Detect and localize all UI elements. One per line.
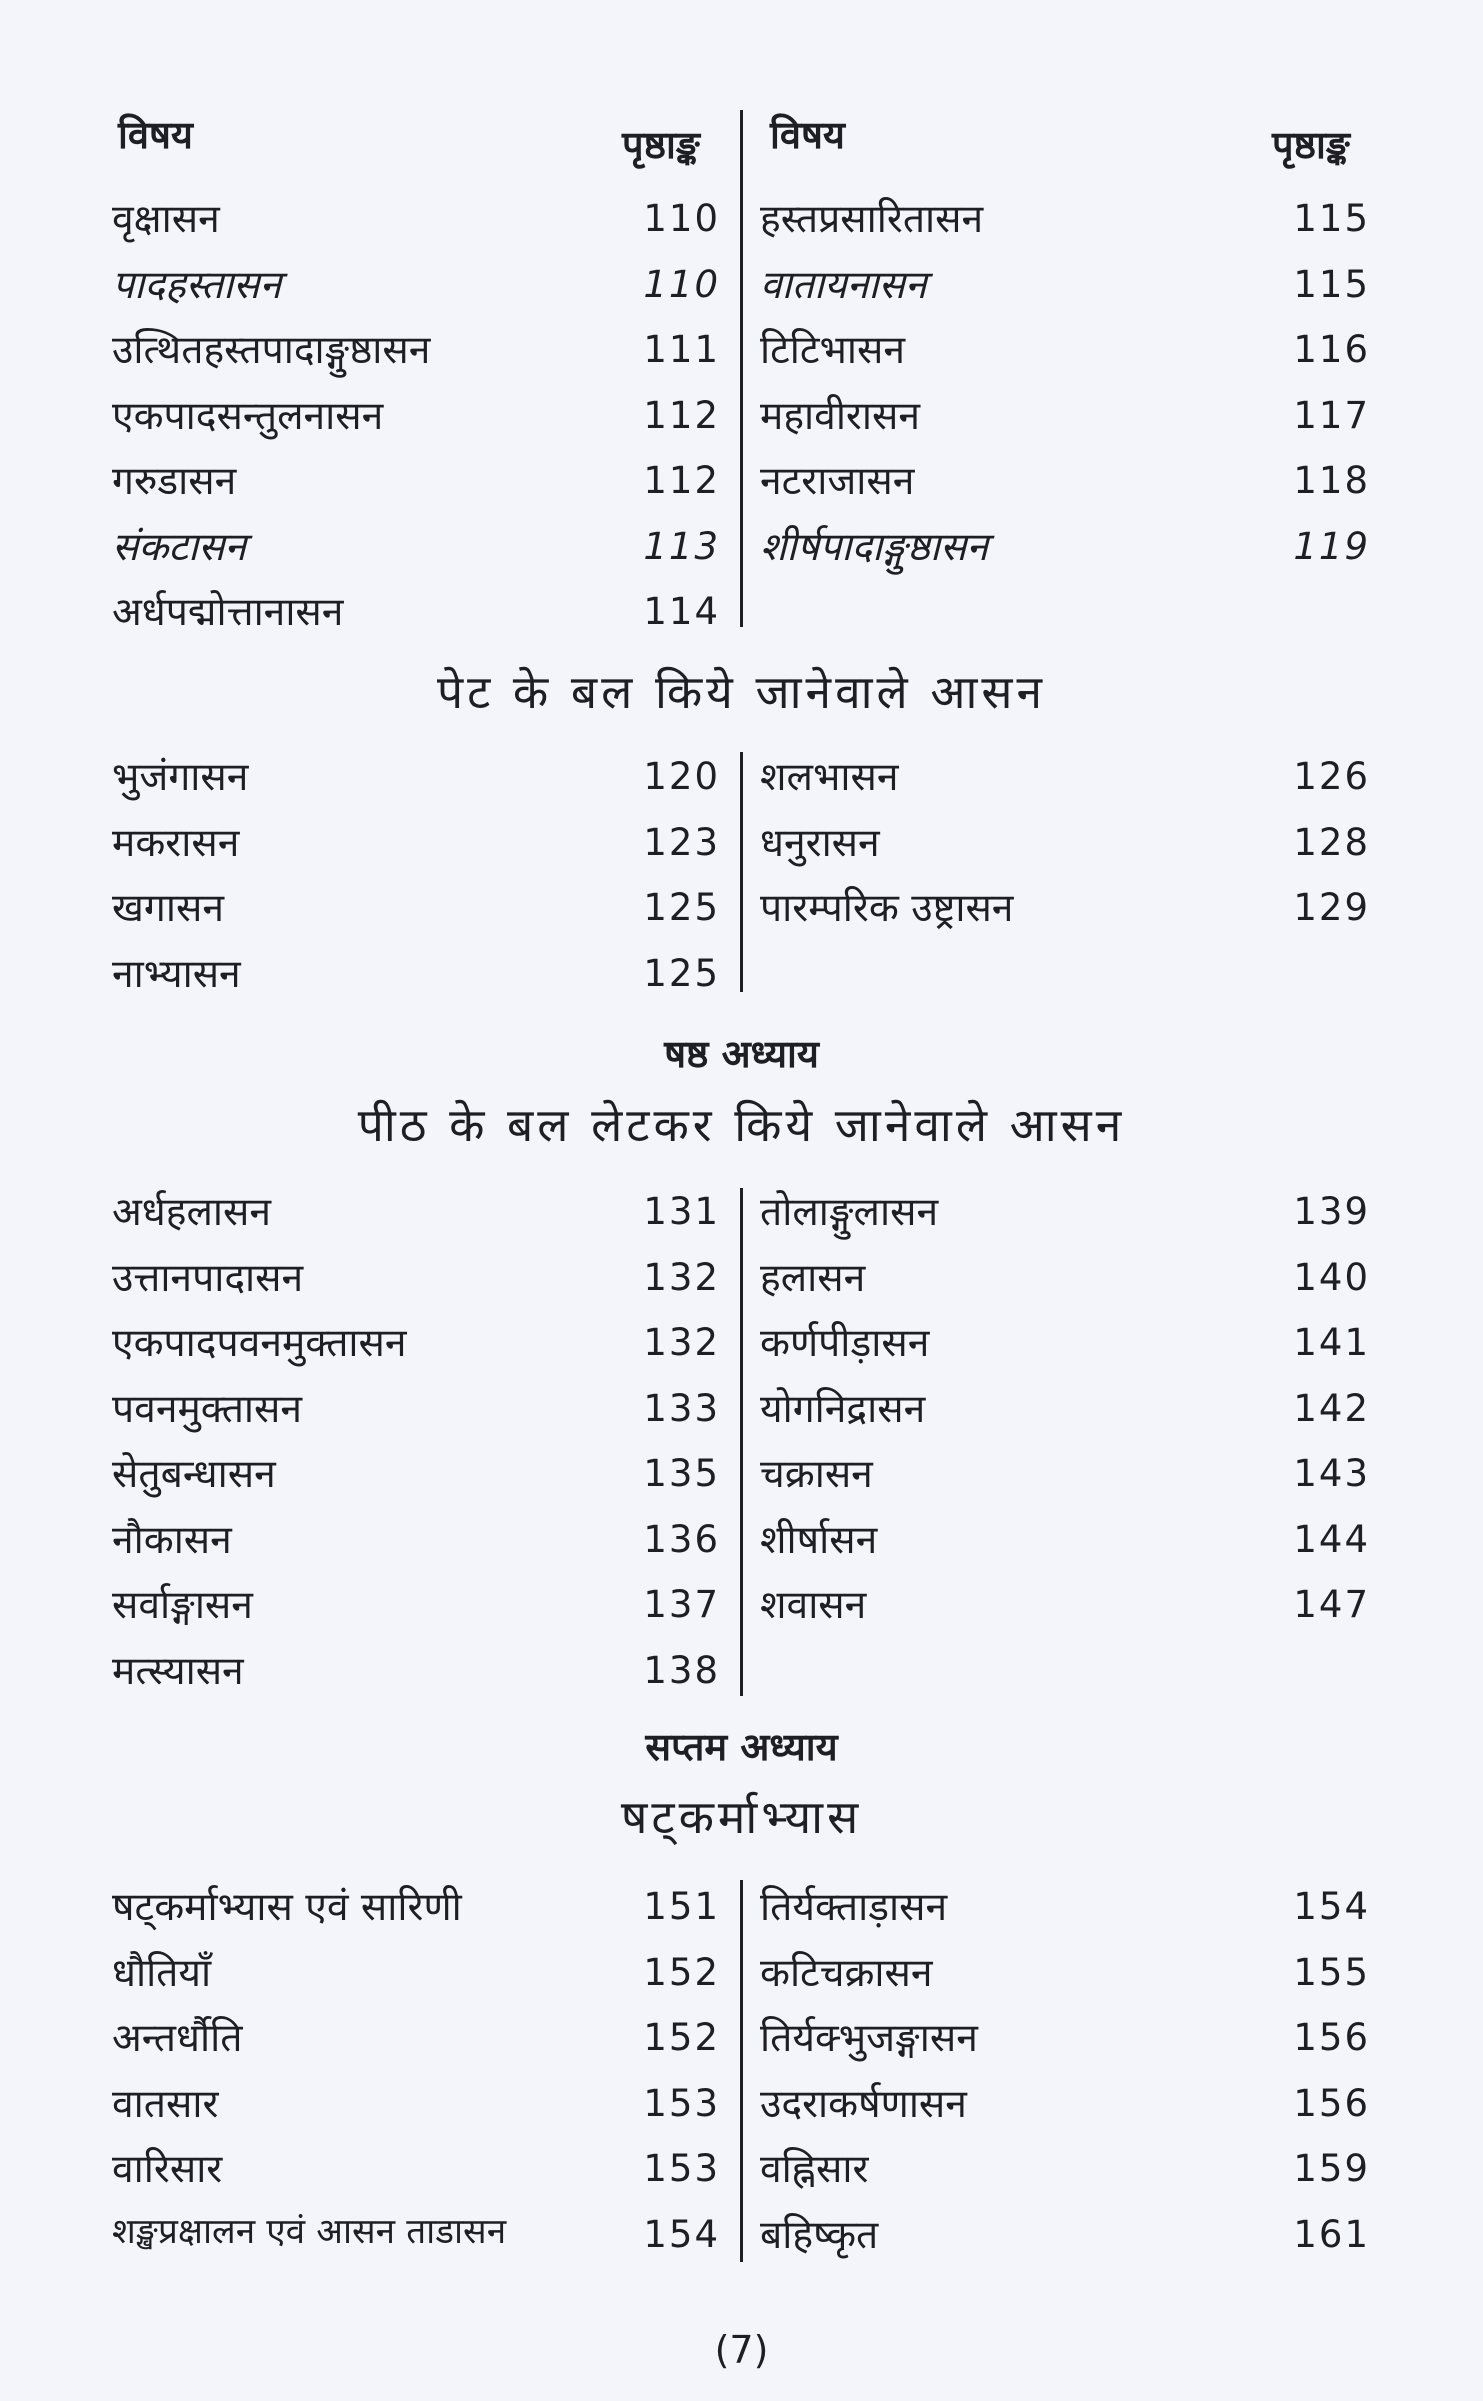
entry-title: वह्निसार (760, 2147, 869, 2192)
toc-entry (100, 1309, 1390, 1375)
entry-title: वारिसार (112, 2147, 223, 2192)
entry-page: 138 (643, 1648, 720, 1692)
entry-title: अर्धपद्मोत्तानासन (112, 590, 344, 635)
entry-title: शलभासन (760, 755, 899, 800)
right-page-header: पृष्ठाङ्क (1272, 123, 1350, 167)
entry-title: तिर्यक्भुजङ्गासन (760, 2016, 978, 2061)
entry-title: शङ्खप्रक्षालन एवं आसन ताडासन (112, 2211, 507, 2252)
toc-entry (100, 447, 1390, 513)
toc-entry (100, 251, 1390, 317)
toc-entry (100, 2201, 1390, 2267)
chapter-heading: सप्तम अध्याय (645, 1725, 838, 1769)
entry-page: 135 (643, 1452, 720, 1495)
entry-page: 154 (1293, 1885, 1370, 1928)
entry-page: 117 (1293, 393, 1370, 437)
entry-page: 133 (643, 1386, 720, 1430)
entry-page: 115 (1293, 197, 1370, 240)
entry-title: वातसार (112, 2081, 219, 2127)
entry-page: 159 (1293, 2147, 1370, 2190)
entry-page: 112 (643, 459, 720, 502)
entry-page: 156 (1293, 2081, 1370, 2125)
section-heading: पेट के बल किये जानेवाले आसन (436, 665, 1047, 719)
entry-page: 123 (643, 820, 720, 864)
entry-page: 129 (1293, 886, 1370, 929)
page-number: (7) (714, 2328, 769, 2372)
entry-page: 132 (643, 1255, 720, 1299)
toc-entry (100, 1375, 1390, 1441)
right-column (100, 185, 1390, 578)
entry-title: धनुरासन (760, 820, 880, 866)
entry-title: नौकासन (112, 1517, 232, 1563)
entry-title: तिर्यक्ताड़ासन (760, 1885, 948, 1930)
entry-title: कटिचक्रासन (760, 1950, 933, 1996)
entry-page: 125 (643, 886, 720, 929)
toc-entry (100, 382, 1390, 448)
chapter-heading: षष्ठ अध्याय (664, 1032, 819, 1076)
toc-entry (100, 1873, 1390, 1939)
entry-page: 155 (1293, 1950, 1370, 1994)
toc-entry (100, 809, 1390, 875)
entry-title: टिटिभासन (760, 328, 906, 373)
entry-page: 141 (1293, 1321, 1370, 1364)
entry-page: 151 (643, 1885, 720, 1928)
entry-page: 161 (1293, 2212, 1370, 2256)
entry-title: षट्कर्माभ्यास एवं सारिणी (112, 1885, 462, 1930)
entry-title: एकपादसन्तुलनासन (112, 393, 384, 439)
entry-page: 112 (643, 393, 720, 437)
entry-page: 152 (643, 2016, 720, 2059)
entry-title: तोलाङ्गुलासन (760, 1190, 939, 1235)
entry-page: 119 (1293, 524, 1370, 568)
toc-entry (100, 1571, 1390, 1637)
entry-title: चक्रासन (760, 1452, 873, 1497)
entry-title: नटराजासन (760, 459, 915, 504)
entry-title: महावीरासन (760, 393, 920, 439)
entry-page: 143 (1293, 1452, 1370, 1495)
entry-title: मत्स्यासन (112, 1648, 244, 1694)
toc-entry (100, 513, 1390, 579)
entry-title: बहिष्कृत (760, 2212, 879, 2258)
toc-entry (100, 185, 1390, 251)
entry-page: 139 (1293, 1190, 1370, 1233)
entry-title: पवनमुक्तासन (112, 1386, 303, 1432)
toc-entry (100, 1244, 1390, 1310)
entry-title: शीर्षपादाङ्गुष्ठासन (760, 524, 988, 570)
right-column (100, 1178, 1390, 1637)
entry-title: वृक्षासन (112, 197, 220, 242)
entry-page: 156 (1293, 2016, 1370, 2059)
toc-entry (100, 874, 1390, 940)
toc-entry (100, 940, 740, 1006)
entry-page: 137 (643, 1583, 720, 1626)
section-heading: षट्कर्माभ्यास (620, 1790, 863, 1844)
entry-page: 128 (1293, 820, 1370, 864)
right-column (100, 743, 1390, 940)
entry-title: गरुडासन (112, 459, 237, 504)
entry-page: 131 (643, 1190, 720, 1233)
entry-title: पारम्परिक उष्ट्रासन (760, 886, 1014, 931)
entry-title: योगनिद्रासन (760, 1386, 926, 1432)
entry-title: शीर्षासन (760, 1517, 878, 1563)
entry-title: अर्धहलासन (112, 1190, 272, 1235)
entry-page: 140 (1293, 1255, 1370, 1299)
entry-page: 154 (643, 2212, 720, 2256)
entry-page: 152 (643, 1950, 720, 1994)
entry-title: पादहस्तासन (112, 262, 282, 308)
toc-entry (100, 1939, 1390, 2005)
entry-title: उत्थितहस्तपादाङ्गुष्ठासन (112, 328, 431, 373)
entry-page: 142 (1293, 1386, 1370, 1430)
entry-page: 115 (1293, 262, 1370, 306)
entry-title: धौतियाँ (112, 1950, 212, 1996)
entry-title: अन्तर्धौति (112, 2016, 243, 2061)
toc-entry (100, 316, 1390, 382)
entry-page: 153 (643, 2081, 720, 2125)
entry-page: 153 (643, 2147, 720, 2190)
entry-title: एकपादपवनमुक्तासन (112, 1321, 407, 1366)
entry-title: उदराकर्षणासन (760, 2081, 967, 2127)
toc-entry (100, 2135, 1390, 2201)
entry-page: 114 (643, 590, 720, 633)
entry-title: हस्तप्रसारितासन (760, 197, 984, 242)
entry-title: संकटासन (112, 524, 247, 570)
right-column (100, 1873, 1390, 2266)
entry-page: 111 (643, 328, 720, 371)
entry-title: भुजंगासन (112, 755, 249, 800)
entry-page: 110 (643, 197, 720, 240)
toc-entry (100, 2004, 1390, 2070)
entry-page: 147 (1293, 1583, 1370, 1626)
toc-entry (100, 578, 740, 644)
left-subject-header: विषय (118, 113, 193, 157)
entry-page: 126 (1293, 755, 1370, 798)
entry-page: 136 (643, 1517, 720, 1561)
entry-title: मकरासन (112, 820, 240, 866)
entry-page: 116 (1293, 328, 1370, 371)
entry-page: 113 (643, 524, 720, 568)
entry-title: शवासन (760, 1583, 867, 1628)
right-subject-header: विषय (770, 113, 845, 157)
entry-title: वातायनासन (760, 262, 927, 308)
toc-entry (100, 1506, 1390, 1572)
entry-page: 132 (643, 1321, 720, 1364)
toc-entry (100, 2070, 1390, 2136)
entry-page: 125 (643, 951, 720, 995)
left-page-header: पृष्ठाङ्क (622, 123, 700, 167)
toc-entry (100, 743, 1390, 809)
entry-page: 120 (643, 755, 720, 798)
entry-title: उत्तानपादासन (112, 1255, 304, 1301)
toc-entry (100, 1178, 1390, 1244)
toc-entry (100, 1637, 740, 1703)
entry-title: हलासन (760, 1255, 866, 1301)
entry-title: सर्वाङ्गासन (112, 1583, 253, 1628)
entry-page: 144 (1293, 1517, 1370, 1561)
toc-entry (100, 1440, 1390, 1506)
entry-page: 110 (643, 262, 720, 306)
entry-page: 118 (1293, 459, 1370, 502)
entry-title: नाभ्यासन (112, 951, 241, 997)
entry-title: खगासन (112, 886, 224, 931)
section-heading: पीठ के बल लेटकर किये जानेवाले आसन (357, 1098, 1126, 1152)
entry-title: कर्णपीड़ासन (760, 1321, 930, 1366)
entry-title: सेतुबन्धासन (112, 1452, 276, 1497)
